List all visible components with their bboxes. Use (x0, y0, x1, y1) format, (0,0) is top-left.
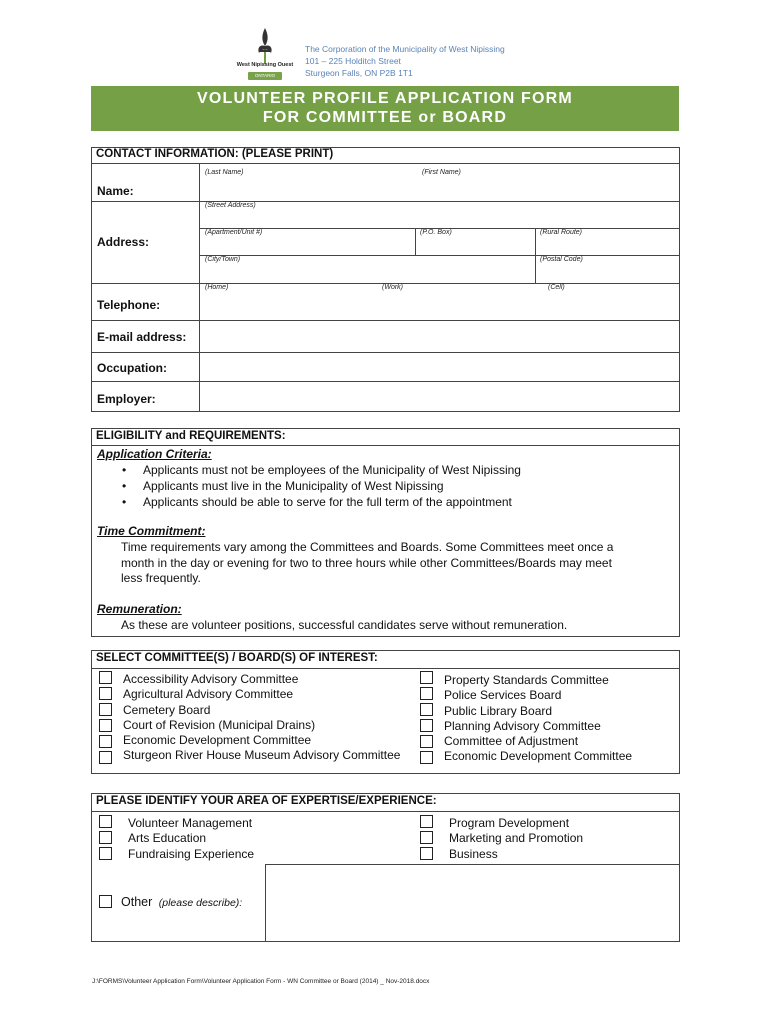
home-phone-field[interactable] (200, 293, 375, 319)
committee-option: Cemetery Board (123, 702, 211, 717)
postal-code-hint: (Postal Code) (540, 256, 583, 263)
committees-heading: SELECT COMMITTEE(S) / BOARD(S) OF INTEREST: (96, 652, 378, 664)
committee-checkbox[interactable] (420, 735, 433, 748)
apartment-hint: (Apartment/Unit #) (205, 229, 263, 236)
organization-address (305, 43, 505, 79)
committee-option: Committee of Adjustment (444, 734, 579, 749)
file-path-footer: J:\FORMS\Volunteer Application Form\Volunteer Application Form - WN Committee or Board (2014) _ Nov-2018.docx (92, 978, 430, 985)
expertise-option: Fundraising Experience (128, 846, 255, 861)
expertise-option: Arts Education (128, 831, 207, 846)
expertise-option: Marketing and Promotion (449, 831, 584, 846)
remuneration-text: As these are volunteer positions, successful candidates serve without remuneration. (121, 618, 568, 632)
other-text: Other (121, 895, 153, 909)
logo-tag: ONTARIO (248, 72, 282, 80)
apartment-field[interactable] (200, 237, 414, 254)
other-label (121, 895, 242, 909)
org-name: The Corporation of the Municipality of West Nipissing (305, 44, 505, 54)
rural-route-field[interactable] (536, 237, 679, 254)
committee-option: Property Standards Committee (444, 673, 609, 687)
expertise-checkbox[interactable] (420, 847, 433, 860)
committee-checkbox[interactable] (99, 751, 112, 764)
committee-checkbox[interactable] (99, 735, 112, 748)
street-address-hint: (Street Address) (205, 202, 256, 209)
email-label: E-mail address: (97, 330, 187, 344)
expertise-checkbox[interactable] (99, 847, 112, 860)
logo-name: West Nipissing Ouest (236, 62, 294, 68)
last-name-hint: (Last Name) (205, 169, 244, 176)
committee-checkbox[interactable] (99, 703, 112, 716)
municipality-logo (234, 26, 296, 84)
committee-checkbox[interactable] (420, 703, 433, 716)
form-title-banner (91, 86, 679, 131)
committee-option: Court of Revision (Municipal Drains) (123, 717, 316, 732)
expertise-checkbox[interactable] (420, 815, 433, 828)
committee-option: Economic Development Committee (444, 749, 633, 764)
committee-option: Planning Advisory Committee (444, 718, 601, 733)
expertise-checkbox[interactable] (99, 815, 112, 828)
committee-option: Accessibility Advisory Committee (123, 672, 299, 686)
expertise-left-list (128, 816, 254, 862)
criteria-item: • Applicants must not be employees of the Municipality of West Nipissing (143, 463, 521, 477)
home-phone-hint: (Home) (205, 284, 229, 291)
rural-route-hint: (Rural Route) (540, 229, 583, 236)
city-town-hint: (City/Town) (205, 256, 241, 263)
form-title-line1: VOLUNTEER PROFILE APPLICATION FORM (197, 90, 573, 107)
time-commitment-text (121, 540, 613, 587)
postal-code-field[interactable] (536, 264, 679, 282)
cell-phone-field[interactable] (544, 293, 679, 319)
expertise-heading: PLEASE IDENTIFY YOUR AREA OF EXPERTISE/EXPERIENCE: (96, 795, 437, 807)
criteria-heading: Application Criteria: (97, 447, 212, 461)
telephone-label: Telephone: (97, 298, 161, 312)
email-field[interactable] (200, 321, 679, 351)
fleur-de-lis-icon (256, 26, 274, 66)
occupation-field[interactable] (200, 353, 679, 380)
work-phone-field[interactable] (377, 293, 542, 319)
expertise-option: Business (449, 846, 498, 861)
org-city: Sturgeon Falls, ON P2B 1T1 (305, 68, 413, 78)
time-line: month in the day or evening for two to three hours while other Committees/Boards may meet (121, 555, 612, 570)
work-phone-hint: (Work) (382, 284, 403, 291)
criteria-item: • Applicants should be able to serve for the full term of the appointment (143, 495, 512, 509)
name-field[interactable] (200, 178, 679, 200)
street-address-field[interactable] (200, 210, 679, 227)
committee-checkbox[interactable] (99, 719, 112, 732)
expertise-right-list (449, 816, 583, 862)
address-label: Address: (97, 235, 150, 249)
committee-checkbox[interactable] (99, 671, 112, 684)
other-checkbox[interactable] (99, 895, 112, 908)
contact-heading: CONTACT INFORMATION: (PLEASE PRINT) (96, 148, 334, 160)
committee-option: Police Services Board (444, 688, 562, 703)
remuneration-heading: Remuneration: (97, 602, 182, 616)
committee-checkbox[interactable] (420, 751, 433, 764)
po-box-field[interactable] (416, 237, 534, 254)
criteria-item: • Applicants must live in the Municipality of West Nipissing (143, 479, 444, 493)
committee-option: Agricultural Advisory Committee (123, 687, 294, 702)
committee-option: Economic Development Committee (123, 733, 312, 748)
time-commitment-heading: Time Commitment: (97, 524, 206, 538)
time-line: Time requirements vary among the Committees and Boards. Some Committees meet once a (121, 540, 614, 554)
name-label: Name: (97, 184, 134, 198)
org-street: 101 – 225 Holditch Street (305, 56, 401, 66)
committee-checkbox[interactable] (420, 719, 433, 732)
committee-checkbox[interactable] (420, 687, 433, 700)
employer-label: Employer: (97, 392, 156, 406)
cell-phone-hint: (Cell) (548, 284, 565, 291)
po-box-hint: (P.O. Box) (420, 229, 452, 236)
form-title-line2: FOR COMMITTEE or BOARD (262, 109, 508, 126)
employer-field[interactable] (200, 382, 679, 411)
first-name-hint: (First Name) (422, 169, 461, 176)
expertise-option: Volunteer Management (128, 816, 253, 830)
expertise-checkbox[interactable] (99, 831, 112, 844)
occupation-label: Occupation: (97, 361, 168, 375)
other-hint: (please describe): (158, 897, 243, 909)
committee-option: Public Library Board (444, 703, 553, 718)
time-line: less frequently. (121, 571, 201, 585)
committees-left-list (123, 672, 400, 764)
committees-right-list (444, 673, 632, 765)
city-town-field[interactable] (200, 264, 534, 282)
committee-option: Sturgeon River House Museum Advisory Committee (123, 748, 401, 763)
expertise-checkbox[interactable] (420, 831, 433, 844)
committee-checkbox[interactable] (420, 671, 433, 684)
other-description-field[interactable] (267, 866, 679, 941)
eligibility-heading: ELIGIBILITY and REQUIREMENTS: (96, 430, 286, 442)
expertise-option: Program Development (449, 816, 570, 830)
committee-checkbox[interactable] (99, 687, 112, 700)
